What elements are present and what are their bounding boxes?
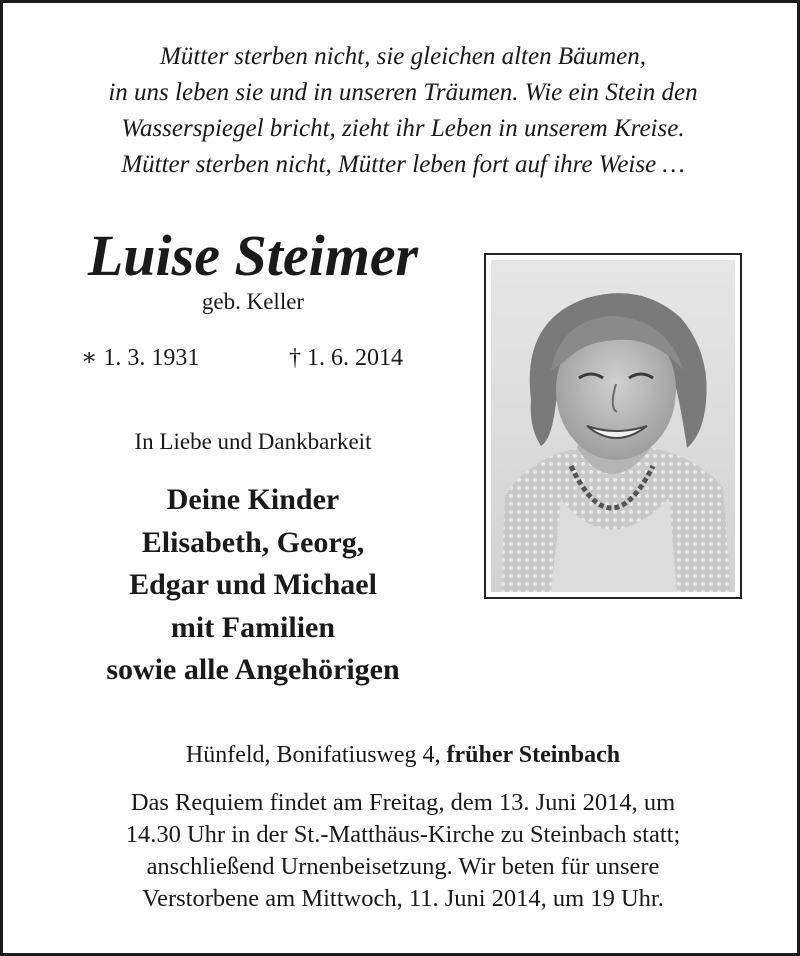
poem-line: Mütter sterben nicht, sie gleichen alten Bäumen,: [160, 43, 646, 70]
address-former: früher Steinbach: [446, 742, 621, 768]
poem: [33, 39, 773, 183]
portrait-photo-icon: [491, 260, 735, 592]
poem-line: Wasserspiegel bricht, zieht ihr Leben in unserem Kreise.: [121, 115, 685, 142]
deceased-name: Luise Steimer: [87, 223, 419, 288]
service-line: Das Requiem findet am Freitag, dem 13. Juni 2014, um: [130, 789, 676, 816]
dedication: In Liebe und Dankbarkeit: [134, 429, 372, 454]
poem-line: in uns leben sie und in unseren Träumen. Wie ein Stein den: [108, 79, 698, 106]
mourner-line: Deine Kinder: [166, 483, 340, 516]
maiden-name: geb. Keller: [201, 289, 305, 314]
birth-date: ∗ 1. 3. 1931: [81, 345, 200, 371]
portrait-photo: [484, 253, 742, 599]
service-line: Verstorbene am Mittwoch, 11. Juni 2014, um 19 Uhr.: [142, 885, 664, 912]
service-line: anschließend Urnenbeisetzung. Wir beten für unsere: [146, 853, 660, 880]
poem-line: Mütter sterben nicht, Mütter leben fort auf ihre Weise …: [121, 151, 685, 178]
mourner-line: sowie alle Angehörigen: [106, 653, 400, 686]
service-info: [33, 787, 773, 915]
mourner-line: mit Familien: [170, 610, 336, 644]
address: [33, 740, 773, 770]
death-date: † 1. 6. 2014: [289, 345, 403, 371]
service-line: 14.30 Uhr in der St.-Matthäus-Kirche zu Steinbach statt;: [125, 821, 681, 848]
mourner-line: Elisabeth, Georg,: [141, 525, 365, 559]
mourners: [43, 479, 463, 692]
address-street: Hünfeld, Bonifatiusweg 4,: [185, 742, 441, 768]
mourner-line: Edgar und Michael: [129, 568, 377, 601]
